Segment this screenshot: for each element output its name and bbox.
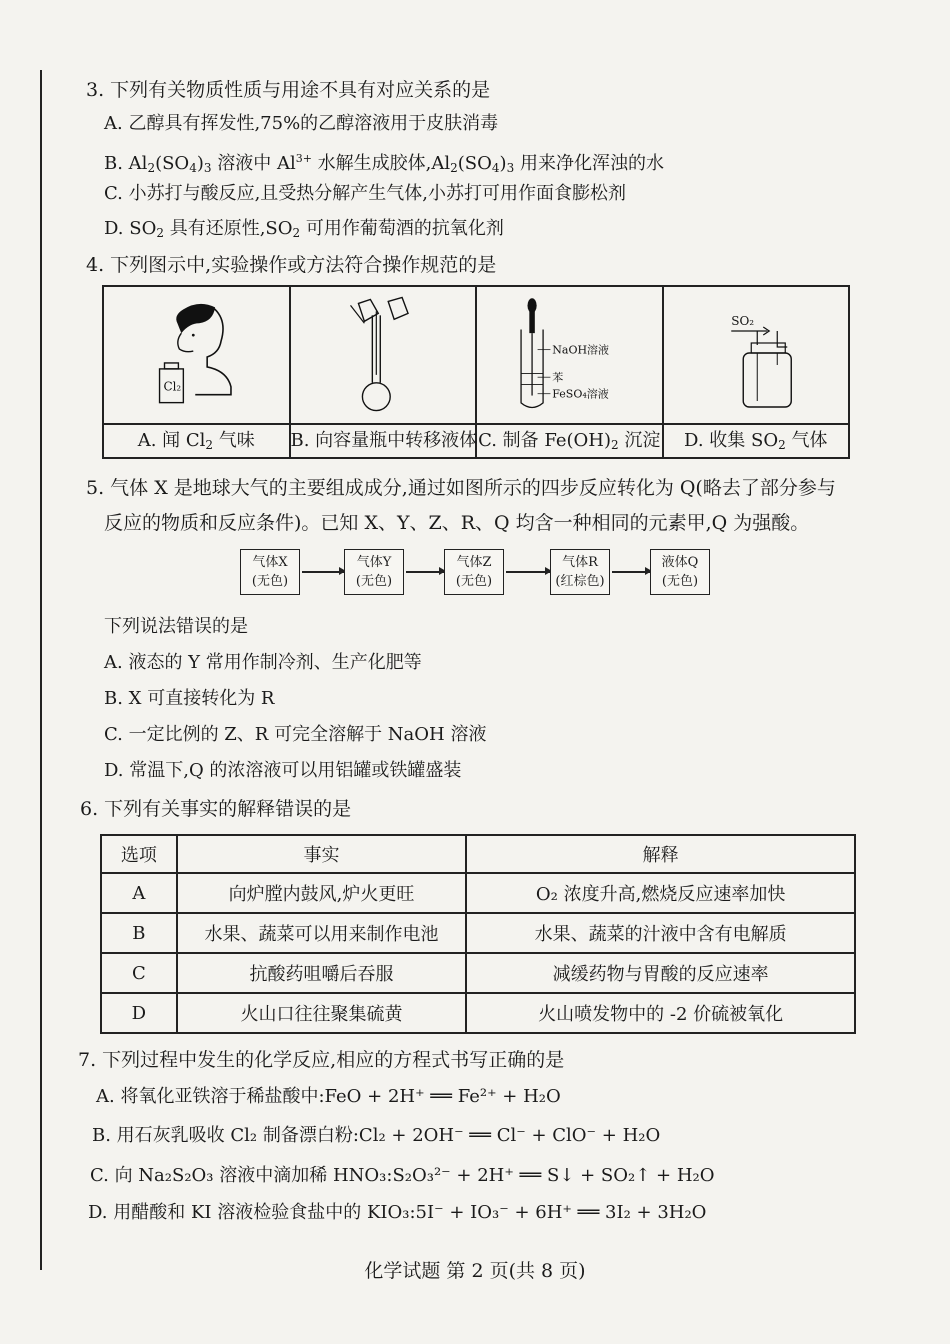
flow-box-y: 气体Y (无色): [344, 549, 404, 595]
flow-box-x: 气体X (无色): [240, 549, 300, 595]
q3-option-c: C. 小苏打与酸反应,且受热分解产生气体,小苏打可用作面食膨松剂: [104, 183, 627, 204]
q7-option-b: B. 用石灰乳吸收 Cl₂ 制备漂白粉:Cl₂ + 2OH⁻ ══ Cl⁻ + ClO⁻ + H₂O: [92, 1125, 661, 1146]
naoh-label: NaOH溶液: [552, 343, 610, 357]
ferrous-hydroxide-illustration: [477, 287, 662, 427]
q5-flow-diagram: [240, 549, 720, 599]
q4-caption-a: A. 闻 $Cl_2$ 气味: [104, 423, 289, 457]
row-fact: 火山口往往聚集硫黄: [177, 993, 467, 1033]
q5-option-c: C. 一定比例的 Z、R 可完全溶解于 NaOH 溶液: [104, 724, 487, 745]
q7-option-a: A. 将氧化亚铁溶于稀盐酸中:FeO + 2H⁺ ══ Fe²⁺ + H₂O: [96, 1086, 561, 1107]
q5-option-b: B. X 可直接转化为 R: [104, 688, 275, 709]
row-option: A: [101, 873, 177, 913]
q5-stem-line2: 反应的物质和反应条件)。已知 X、Y、Z、R、Q 均含一种相同的元素甲,Q 为强酸。: [104, 512, 810, 534]
row-fact: 抗酸药咀嚼后吞服: [177, 953, 467, 993]
q4-caption-c: C. 制备 $Fe(OH)_2$ 沉淀: [477, 423, 662, 457]
q4-figure-b: [291, 287, 478, 457]
q4-figure-table: [102, 285, 850, 459]
flow-box-z: 气体Z (无色): [444, 549, 504, 595]
flow-arrow: [302, 571, 344, 573]
flow-box-r: 气体R (红棕色): [550, 549, 610, 595]
table-row: [101, 873, 855, 913]
benzene-label: 苯: [552, 370, 564, 384]
gas-collection-illustration: [664, 287, 849, 427]
q3-option-a: A. 乙醇具有挥发性,75%的乙醇溶液用于皮肤消毒: [104, 113, 499, 134]
q5-option-d: D. 常温下,Q 的浓溶液可以用铝罐或铁罐盛装: [104, 760, 462, 781]
bottle-label: Cl₂: [163, 379, 182, 394]
q6-stem: 6. 下列有关事实的解释错误的是: [80, 798, 352, 820]
flow-arrow: [506, 571, 550, 573]
row-option: D: [101, 993, 177, 1033]
q4-stem: 4. 下列图示中,实验操作或方法符合操作规范的是: [86, 254, 497, 276]
q4-figure-a: [104, 287, 291, 457]
row-fact: 向炉膛内鼓风,炉火更旺: [177, 873, 467, 913]
q4-figure-c: [477, 287, 664, 457]
table-header-row: [101, 835, 855, 873]
col-header-option: 选项: [101, 835, 177, 873]
q3-stem: 3. 下列有关物质性质与用途不具有对应关系的是: [86, 79, 491, 101]
so2-label: SO₂: [730, 314, 754, 328]
q5-prompt: 下列说法错误的是: [104, 616, 248, 637]
q3-option-d: D. $SO_2$ 具有还原性$,SO_2$ 可用作葡萄酒的抗氧化剂: [104, 218, 504, 240]
page-footer: 化学试题 第 2 页(共 8 页): [364, 1260, 586, 1282]
q3-option-b: B. $Al_2(SO_4)_3$ 溶液中 $Al^{3+}$ 水解生成胶体$,Al_2(SO_4)_3$ 用来净化浑浊的水: [104, 152, 664, 175]
row-explanation: O₂ 浓度升高,燃烧反应速率加快: [466, 873, 855, 913]
row-explanation: 火山喷发物中的 -2 价硫被氧化: [466, 993, 855, 1033]
row-explanation: 减缓药物与胃酸的反应速率: [466, 953, 855, 993]
row-option: C: [101, 953, 177, 993]
q7-option-d: D. 用醋酸和 KI 溶液检验食盐中的 KIO₃:5I⁻ + IO₃⁻ + 6H⁺ ══ 3I₂ + 3H₂O: [88, 1202, 707, 1223]
col-header-explanation: 解释: [466, 835, 855, 873]
col-header-fact: 事实: [177, 835, 467, 873]
q5-option-a: A. 液态的 Y 常用作制冷剂、生产化肥等: [104, 652, 422, 673]
volumetric-flask-illustration: [291, 287, 476, 427]
q6-table: [100, 834, 856, 1034]
table-row: [101, 993, 855, 1033]
q4-figure-d: [664, 287, 849, 457]
flow-arrow: [612, 571, 650, 573]
row-option: B: [101, 913, 177, 953]
q4-caption-d: D. 收集 $SO_2$ 气体: [664, 423, 849, 457]
q4-caption-b: B. 向容量瓶中转移液体: [291, 423, 476, 457]
q5-stem-line1: 5. 气体 X 是地球大气的主要组成成分,通过如图所示的四步反应转化为 Q(略去了部分参与: [86, 477, 836, 499]
flow-box-q: 液体Q (无色): [650, 549, 710, 595]
table-row: [101, 953, 855, 993]
flow-arrow: [406, 571, 444, 573]
q7-stem: 7. 下列过程中发生的化学反应,相应的方程式书写正确的是: [78, 1049, 565, 1071]
feso4-label: FeSO₄溶液: [552, 387, 609, 401]
table-row: [101, 913, 855, 953]
row-fact: 水果、蔬菜可以用来制作电池: [177, 913, 467, 953]
smell-chlorine-illustration: [104, 287, 289, 427]
row-explanation: 水果、蔬菜的汁液中含有电解质: [466, 913, 855, 953]
q7-option-c: C. 向 Na₂S₂O₃ 溶液中滴加稀 HNO₃:S₂O₃²⁻ + 2H⁺ ══ S↓ + SO₂↑ + H₂O: [90, 1165, 715, 1186]
page-margin-line: [40, 70, 42, 1270]
